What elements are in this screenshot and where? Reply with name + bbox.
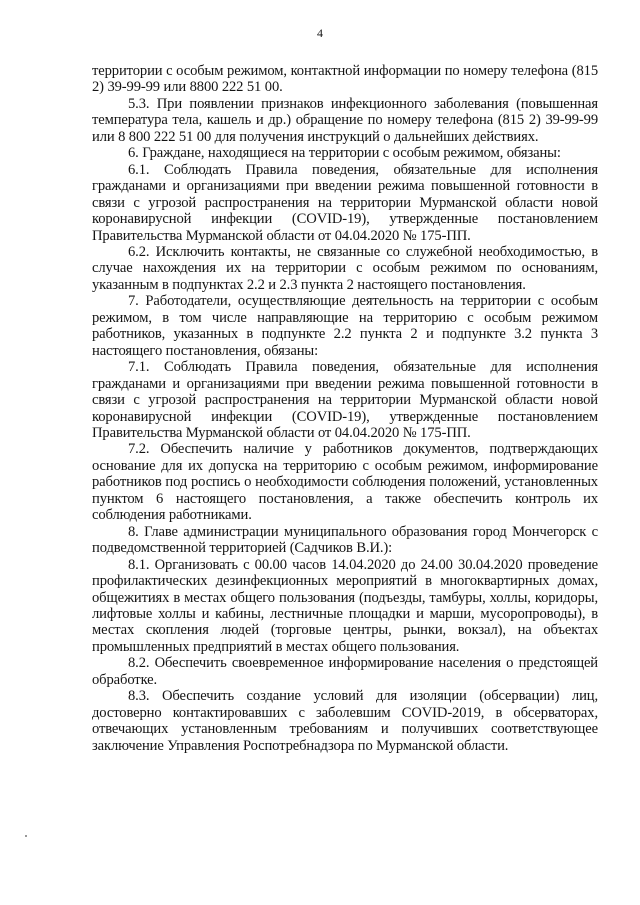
scan-speck [25,835,27,837]
paragraph-8-1: 8.1. Организовать с 00.00 часов 14.04.2020 до 24.00 30.04.2020 проведение профилактических дезинфекционных мероприятий в многоквартирных домах, общежитиях в местах общего пользования (подъезды, тамбуры, холлы, коридоры, лифтовые холлы и кабины, лестничные площадки и марши, мусоропроводы), в местах скопления людей (торговые центры, рынки, вокзал), на объектах промышленных предприятий в местах общего пользования. [92,556,598,655]
paragraph-continuation: территории с особым режимом, контактной информации по номеру телефона (815 2) 39-99-99 или 8800 222 51 00. [92,63,598,96]
paragraph-6: 6. Граждане, находящиеся на территории с особым режимом, обязаны: [128,145,561,162]
paragraph-8-2: 8.2. Обеспечить своевременное информирование населения о предстоящей обработке. [92,655,598,688]
document-body [92,63,598,754]
paragraph-7: 7. Работодатели, осуществляющие деятельность на территории с особым режимом, в том числе направляющие на территорию с особым режимом работников, указанных в подпункте 2.2 пункта 2 и подпункте 3.2 пункта 3 настоящего постановления, обязаны: [92,293,598,359]
paragraph-5-3: 5.3. При появлении признаков инфекционного заболевания (повышенная температура тела, кашель и др.) обращение по номеру телефона (815 2) 39-99-99 или 8 800 222 51 00 для получения инструкций о дальнейших действиях. [92,95,598,145]
paragraph-6-1: 6.1. Соблюдать Правила поведения, обязательные для исполнения гражданами и организациями при введении режима повышенной готовности в связи с угрозой распространения на территории Мурманской области новой коронавирусной инфекции (COVID-19), утвержденные постановлением Правительства Мурманской области от 04.04.2020 № 175-ПП. [92,161,598,244]
paragraph-6-2: 6.2. Исключить контакты, не связанные со служебной необходимостью, в случае нахождения их на территории с особым режимом по основаниям, указанным в подпунктах 2.2 и 2.3 пункта 2 настоящего постановления. [92,243,598,293]
paragraph-7-2: 7.2. Обеспечить наличие у работников документов, подтверждающих основание для их допуска на территорию с особым режимом, информирование работников под роспись о необходимости соблюдения положений, установленных пунктом 6 настоящего постановления, а также обеспечить контроль их соблюдения работниками. [92,441,598,524]
paragraph-7-1: 7.1. Соблюдать Правила поведения, обязательные для исполнения гражданами и организациями при введении режима повышенной готовности в связи с угрозой распространения на территории Мурманской области новой коронавирусной инфекции (COVID-19), утвержденные постановлением Правительства Мурманской области от 04.04.2020 № 175-ПП. [92,359,598,441]
paragraph-8-3: 8.3. Обеспечить создание условий для изоляции (обсервации) лиц, достоверно контактировавших с заболевшим COVID-2019, в обсерваторах, отвечающих установленным требованиям и получивших соответствующее заключение Управления Роспотребнадзора по Мурманской области. [92,688,598,754]
page-number: 4 [317,26,323,40]
paragraph-8: 8. Главе администрации муниципального образования город Мончегорск с подведомственной территорией (Садчиков В.И.): [92,523,598,557]
